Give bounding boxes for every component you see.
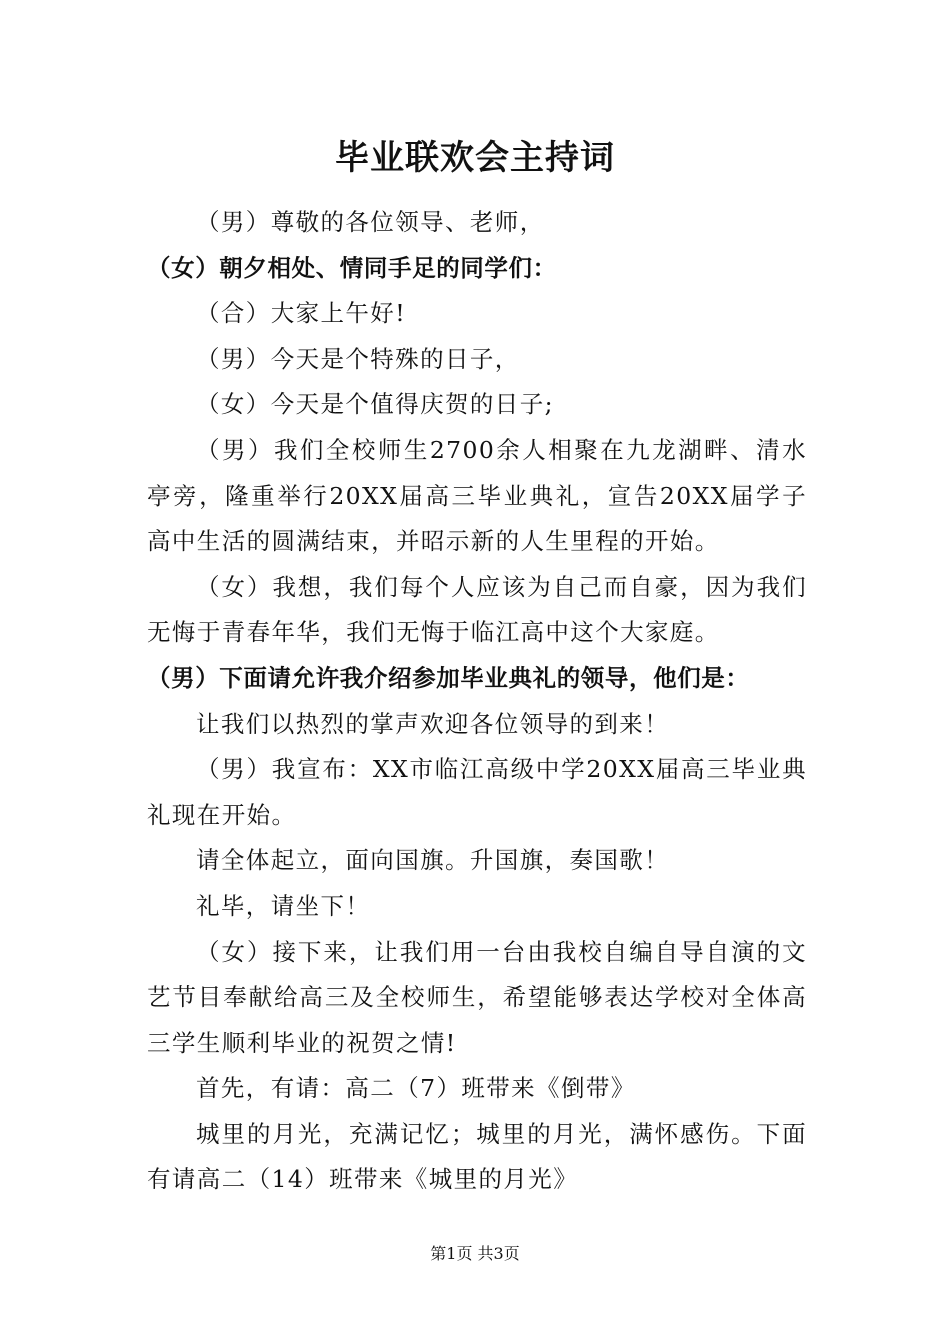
paragraph: （女）今天是个值得庆贺的日子;: [196, 390, 554, 419]
paragraph: 请全体起立，面向国旗。升国旗，奏国歌！: [196, 846, 670, 875]
page-total: 共3页: [477, 1244, 520, 1263]
paragraph: 城里的月光，充满记忆；城里的月光，满怀感伤。下面有请高二（14）班带来《城里的月光》: [147, 1119, 807, 1194]
paragraph-bold: （男）下面请允许我介绍参加毕业典礼的领导，他们是：: [147, 663, 750, 692]
paragraph: （男）我们全校师生2700余人相聚在九龙湖畔、清水亭旁，隆重举行20XX届高三毕业典礼，宣告20XX届学子高中生活的圆满结束，并昭示新的人生里程的开始。: [147, 435, 807, 556]
document-body: [147, 200, 807, 1203]
paragraph: （女）我想，我们每个人应该为自己而自豪，因为我们无悔于青春年华，我们无悔于临江高中这个大家庭。: [147, 572, 807, 647]
paragraph-bold: （女）朝夕相处、情同手足的同学们：: [147, 253, 557, 282]
paragraph: 首先，有请：高二（7）班带来《倒带》: [196, 1074, 636, 1103]
document-title: 毕业联欢会主持词: [335, 138, 615, 178]
paragraph: 礼毕，请坐下！: [196, 891, 371, 920]
page-number: 第1页: [430, 1244, 473, 1263]
page-footer: [0, 1242, 950, 1266]
paragraph: （男）今天是个特殊的日子，: [196, 344, 520, 373]
paragraph: （合）大家上午好!: [196, 299, 407, 328]
paragraph: 让我们以热烈的掌声欢迎各位领导的到来！: [196, 709, 670, 738]
paragraph: （男）尊敬的各位领导、老师，: [196, 208, 545, 236]
paragraph: （女）接下来，让我们用一台由我校自编自导自演的文艺节目奉献给高三及全校师生，希望能够表达学校对全体高三学生顺利毕业的祝贺之情!: [147, 937, 807, 1057]
paragraph: （男）我宣布：XX市临江高级中学20XX届高三毕业典礼现在开始。: [147, 755, 807, 829]
